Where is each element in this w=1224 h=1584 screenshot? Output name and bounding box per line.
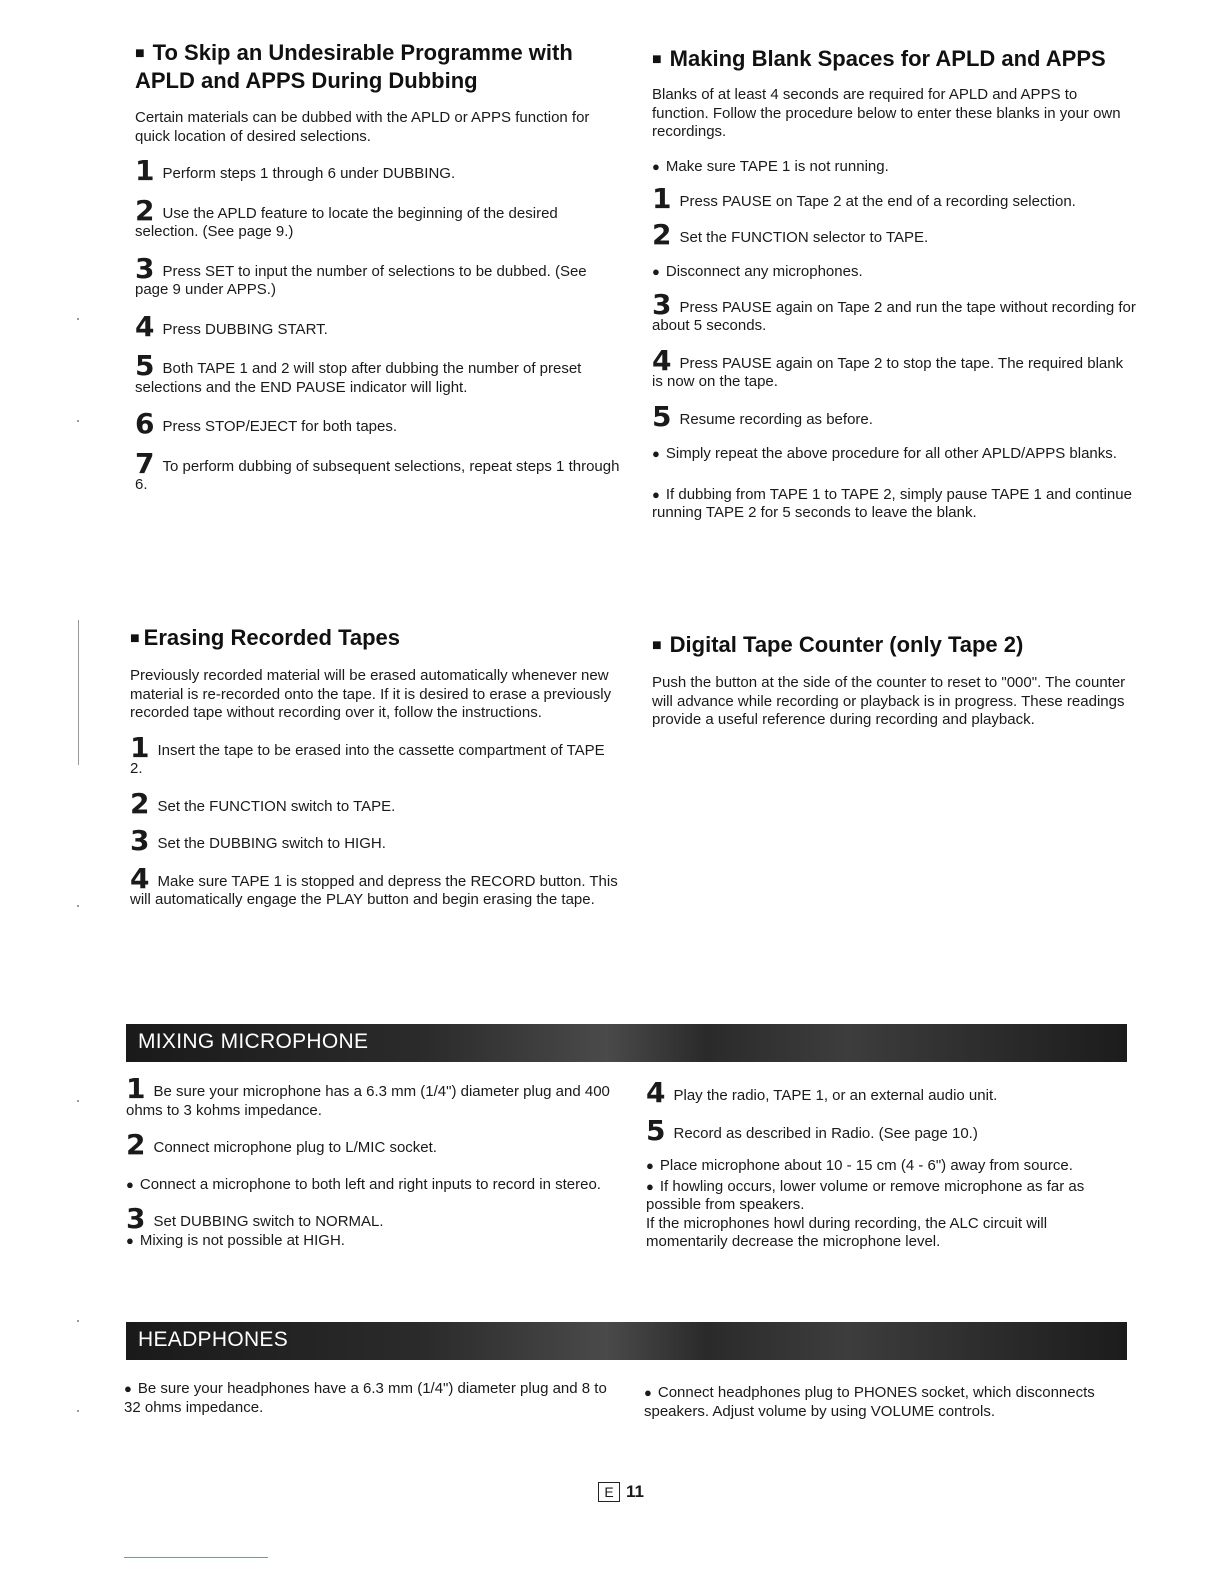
step-7	[135, 446, 623, 495]
step-text: Press STOP/EJECT for both tapes.	[162, 418, 398, 435]
bullet-text: Place microphone about 10 - 15 cm (4 - 6") away from source.	[659, 1157, 1073, 1174]
counter-text: Push the button at the side of the counter to reset to "000". The counter will advance while recording or playback is in progress. These readings provide a useful reference during recording and playback.	[652, 674, 1126, 728]
step-number: 1	[135, 154, 155, 187]
step-4	[646, 1076, 1130, 1109]
step-number: 2	[135, 193, 155, 227]
square-bullet-icon: ■	[652, 637, 662, 654]
section-title	[652, 632, 1136, 660]
step-number: 7	[135, 446, 155, 480]
step-3	[126, 1202, 618, 1235]
step-number: 5	[652, 399, 672, 433]
bullet-dot-icon: ●	[644, 1385, 652, 1400]
step-text: Play the radio, TAPE 1, or an external audio unit.	[673, 1087, 998, 1104]
margin-dot	[77, 1320, 79, 1322]
page-number: 11	[626, 1482, 644, 1501]
step-number: 4	[646, 1076, 666, 1109]
step-number: 4	[135, 309, 155, 343]
step-text: Perform steps 1 through 6 under DUBBING.	[162, 165, 456, 182]
banner-title: MIXING MICROPHONE	[138, 1030, 369, 1053]
step-number: 1	[126, 1072, 146, 1105]
bullet-text: Make sure TAPE 1 is not running.	[665, 157, 889, 175]
section-blank-spaces	[652, 46, 1136, 533]
title-text: Erasing Recorded Tapes	[143, 625, 401, 650]
step-4	[652, 343, 1136, 392]
title-line-2: APLD and APPS During Dubbing	[135, 68, 478, 93]
bullet-item	[126, 1232, 618, 1251]
step-1	[652, 182, 1136, 215]
step-number: 2	[130, 786, 150, 820]
bullet-dot-icon: ●	[652, 486, 660, 502]
section-title	[652, 46, 1136, 74]
mixing-left-column	[126, 1072, 618, 1260]
bullet-dot-icon: ●	[646, 1178, 654, 1194]
step-number: 2	[652, 217, 672, 251]
section-title	[130, 625, 618, 653]
bullet-text: Be sure your headphones have a 6.3 mm (1/4") diameter plug and 8 to 32 ohms impedance.	[124, 1380, 607, 1416]
mixing-microphone-banner	[126, 1024, 1127, 1062]
step-2	[126, 1128, 618, 1161]
step-text: Use the APLD feature to locate the beginning of the desired selection. (See page 9.)	[135, 204, 558, 240]
step-text: Connect microphone plug to L/MIC socket.	[153, 1139, 437, 1156]
title-text: Making Blank Spaces for APLD and APPS	[669, 46, 1106, 71]
step-text: Make sure TAPE 1 is stopped and depress the RECORD button. This will automatically engage the PLAY button and begin erasing the tape.	[130, 872, 618, 908]
bullet-dot-icon: ●	[646, 1158, 654, 1173]
headphones-banner	[126, 1322, 1127, 1360]
bullet-item	[652, 486, 1136, 523]
step-3	[135, 251, 623, 300]
step-text: Set the FUNCTION selector to TAPE.	[679, 228, 929, 246]
bullet-text: If dubbing from TAPE 1 to TAPE 2, simply pause TAPE 1 and continue running TAPE 2 for 5 seconds to leave the blank.	[652, 485, 1132, 521]
bullet-dot-icon: ●	[652, 446, 660, 461]
bullet-text: Disconnect any microphones.	[665, 263, 863, 280]
bullet-dot-icon: ●	[126, 1232, 134, 1248]
step-text: To perform dubbing of subsequent selections, repeat steps 1 through 6.	[135, 457, 620, 493]
step-1	[135, 154, 623, 187]
step-2	[130, 786, 618, 820]
title-text: Digital Tape Counter (only Tape 2)	[669, 632, 1024, 657]
step-number: 3	[126, 1202, 146, 1235]
margin-mark	[78, 620, 79, 765]
step-number: 5	[646, 1113, 666, 1147]
step-number: 3	[135, 251, 155, 285]
step-5	[652, 399, 1136, 433]
step-number: 1	[652, 182, 672, 215]
margin-dot	[77, 1410, 79, 1412]
step-text: Press PAUSE again on Tape 2 and run the tape without recording for about 5 seconds.	[652, 298, 1136, 334]
bullet-dot-icon: ●	[126, 1176, 134, 1192]
bullet-text: Simply repeat the above procedure for all other APLD/APPS blanks.	[665, 445, 1117, 462]
step-text: Press PAUSE again on Tape 2 to stop the tape. The required blank is now on the tape.	[652, 354, 1124, 390]
mixing-right-column	[646, 1076, 1130, 1264]
bullet-item	[652, 445, 1136, 464]
step-6	[135, 407, 623, 440]
square-bullet-icon: ■	[135, 45, 145, 62]
title-line-1: To Skip an Undesirable Programme with	[152, 40, 573, 65]
margin-dot	[77, 318, 79, 320]
intro-text: Certain materials can be dubbed with the APLD or APPS function for quick location of desired selections.	[135, 109, 590, 145]
step-number: 4	[652, 343, 672, 377]
headphones-right-column	[644, 1384, 1128, 1431]
step-text: Press PAUSE on Tape 2 at the end of a recording selection.	[679, 193, 1076, 210]
headphones-left-column	[124, 1380, 614, 1427]
step-number: 4	[130, 861, 150, 895]
step-3	[130, 824, 618, 857]
step-number: 6	[135, 407, 155, 440]
step-1	[130, 730, 618, 779]
step-text: Insert the tape to be erased into the cassette compartment of TAPE 2.	[130, 741, 605, 777]
banner-title: HEADPHONES	[138, 1328, 289, 1351]
bullet-text: Mixing is not possible at HIGH.	[139, 1231, 345, 1249]
section-tape-counter	[652, 632, 1136, 742]
bullet-item	[126, 1176, 618, 1195]
note-text: If the microphones howl during recording, the ALC circuit will momentarily decrease the microphone level.	[646, 1214, 1048, 1250]
step-text: Record as described in Radio. (See page 10.)	[673, 1124, 978, 1142]
bullet-dot-icon: ●	[124, 1381, 132, 1396]
step-2	[135, 193, 623, 242]
bullet-item	[646, 1178, 1130, 1215]
bullet-dot-icon: ●	[652, 158, 660, 174]
language-badge: E	[598, 1482, 620, 1502]
margin-dot	[77, 1100, 79, 1102]
bullet-text: Connect a microphone to both left and right inputs to record in stereo.	[139, 1175, 601, 1193]
step-number: 3	[652, 287, 672, 321]
step-4	[135, 309, 623, 343]
square-bullet-icon: ■	[652, 51, 662, 68]
step-text: Be sure your microphone has a 6.3 mm (1/4") diameter plug and 400 ohms to 3 kohms impedance.	[126, 1083, 610, 1119]
bullet-dot-icon: ●	[652, 264, 660, 279]
bullet-text: Connect headphones plug to PHONES socket, which disconnects speakers. Adjust volume by using VOLUME controls.	[644, 1384, 1095, 1420]
step-text: Set DUBBING switch to NORMAL.	[153, 1213, 384, 1230]
step-text: Set the DUBBING switch to HIGH.	[157, 835, 386, 852]
step-1	[126, 1072, 618, 1120]
page-footer	[598, 1482, 644, 1502]
section-erasing	[130, 625, 618, 920]
bullet-item	[652, 263, 1136, 282]
step-5	[135, 349, 623, 397]
bottom-rule	[124, 1557, 268, 1558]
step-number: 2	[126, 1128, 146, 1161]
step-3	[652, 287, 1136, 336]
step-text: Press SET to input the number of selections to be dubbed. (See page 9 under APPS.)	[135, 262, 587, 298]
section-skip-programme	[135, 40, 623, 505]
section-title	[135, 40, 623, 93]
step-text: Set the FUNCTION switch to TAPE.	[157, 797, 396, 815]
step-text: Both TAPE 1 and 2 will stop after dubbing the number of preset selections and the END PAUSE indicator will light.	[135, 360, 582, 396]
step-text: Resume recording as before.	[679, 410, 873, 428]
intro-text: Previously recorded material will be erased automatically whenever new material is re-recorded onto the tape. If it is desired to erase a previously recorded tape without recording over it, follow the instructions.	[130, 667, 612, 721]
bullet-item	[124, 1380, 614, 1417]
bullet-text: If howling occurs, lower volume or remove microphone as far as possible from speakers.	[646, 1177, 1085, 1213]
step-number: 1	[130, 730, 150, 764]
step-number: 5	[135, 349, 155, 382]
step-4	[130, 861, 618, 910]
step-2	[652, 217, 1136, 251]
square-bullet-icon: ■	[130, 630, 140, 647]
margin-dot	[77, 905, 79, 907]
bullet-item	[652, 158, 1136, 177]
bullet-item	[646, 1157, 1130, 1176]
step-number: 3	[130, 824, 150, 857]
step-5	[646, 1113, 1130, 1147]
bullet-item	[644, 1384, 1128, 1421]
margin-dot	[77, 420, 79, 422]
intro-text: Blanks of at least 4 seconds are required for APLD and APPS to function. Follow the procedure below to enter these blanks in your own recordings.	[652, 86, 1121, 140]
step-text: Press DUBBING START.	[162, 320, 328, 338]
